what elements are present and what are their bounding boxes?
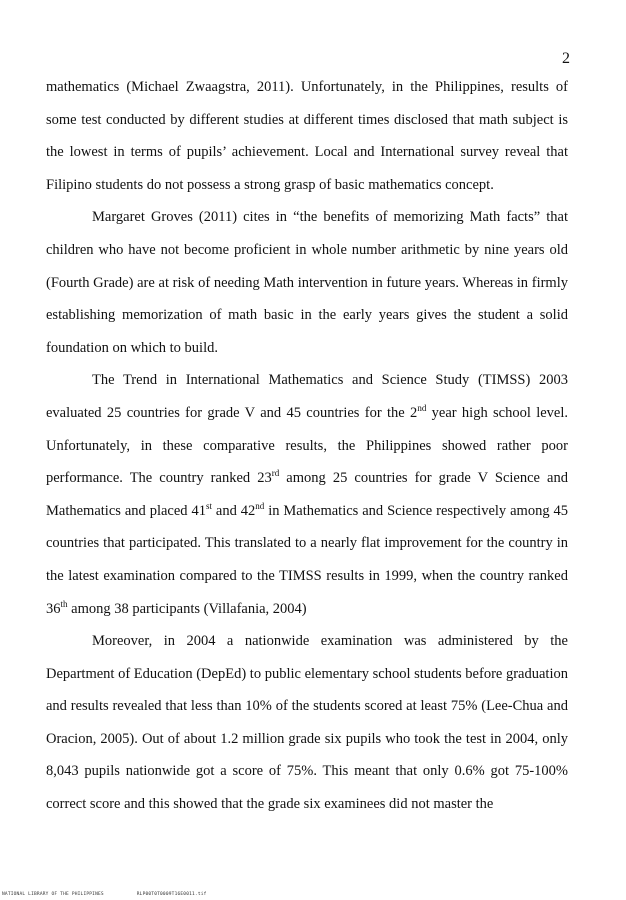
ordinal-suffix: st (205, 500, 212, 511)
paragraph-2: Margaret Groves (2011) cites in “the benefits of memorizing Math facts” that children who have not become proficient in whole number arithmetic by nine years old (Fourth Grade) are at risk of needing Math intervention in future years. Whereas in firmly establishing memorization of math basic in the early years gives the student a solid foundation on which to build. (46, 209, 568, 356)
paragraph-3-part-d: and 42 (211, 502, 256, 519)
library-name: NATIONAL LIBRARY OF THE PHILIPPINES (2, 892, 104, 897)
paragraph-3-part-c: among 25 countries for grade V Science and Mathematics and placed 41 (46, 470, 568, 519)
ordinal-suffix: nd (255, 500, 265, 511)
file-code: RLP00T0T0009T16E0011.tif (136, 892, 207, 897)
paragraph-3-part-f: among 38 participants (Villafania, 2004) (67, 600, 307, 617)
paragraph-1: mathematics (Michael Zwaagstra, 2011). Unfortunately, in the Philippines, results of some test conducted by different studies at different times disclosed that math subject is the lowest in terms of pupils’ achievement. Local and International survey reveal that Filipino students do not possess a strong grasp of basic mathematics concept. (46, 79, 568, 193)
body-text (46, 71, 568, 821)
paragraph-3 (46, 364, 568, 625)
paragraph-3-part-b: year high school level. Unfortunately, in these comparative results, the Philippines showed rather poor performance. The country ranked 23 (46, 404, 569, 487)
ordinal-suffix: nd (417, 403, 427, 414)
paragraph-3-part-e: in Mathematics and Science respectively among 45 countries that participated. This translated to a nearly flat improvement for the country in the latest examination compared to the TIMSS results in 1999, when the country ranked 36 (46, 502, 568, 617)
page-number: 2 (562, 50, 570, 67)
paragraph-4: Moreover, in 2004 a nationwide examination was administered by the Department of Education (DepEd) to public elementary school students before graduation and results revealed that less than 10% of the students scored at least 75% (Lee-Chua and Oracion, 2005). Out of about 1.2 million grade six pupils who took the test in 2004, only 8,043 pupils nationwide got a score of 75%. This meant that only 0.6% got 75-100% correct score and this showed that the grade six examinees did not master the (46, 633, 568, 813)
scan-footer (2, 892, 237, 897)
ordinal-suffix: rd (271, 468, 280, 479)
paragraph-3-part-a: The Trend in International Mathematics and Science Study (TIMSS) 2003 evaluated 25 countries for grade V and 45 countries for the 2 (46, 372, 568, 421)
ordinal-suffix: th (60, 598, 68, 609)
